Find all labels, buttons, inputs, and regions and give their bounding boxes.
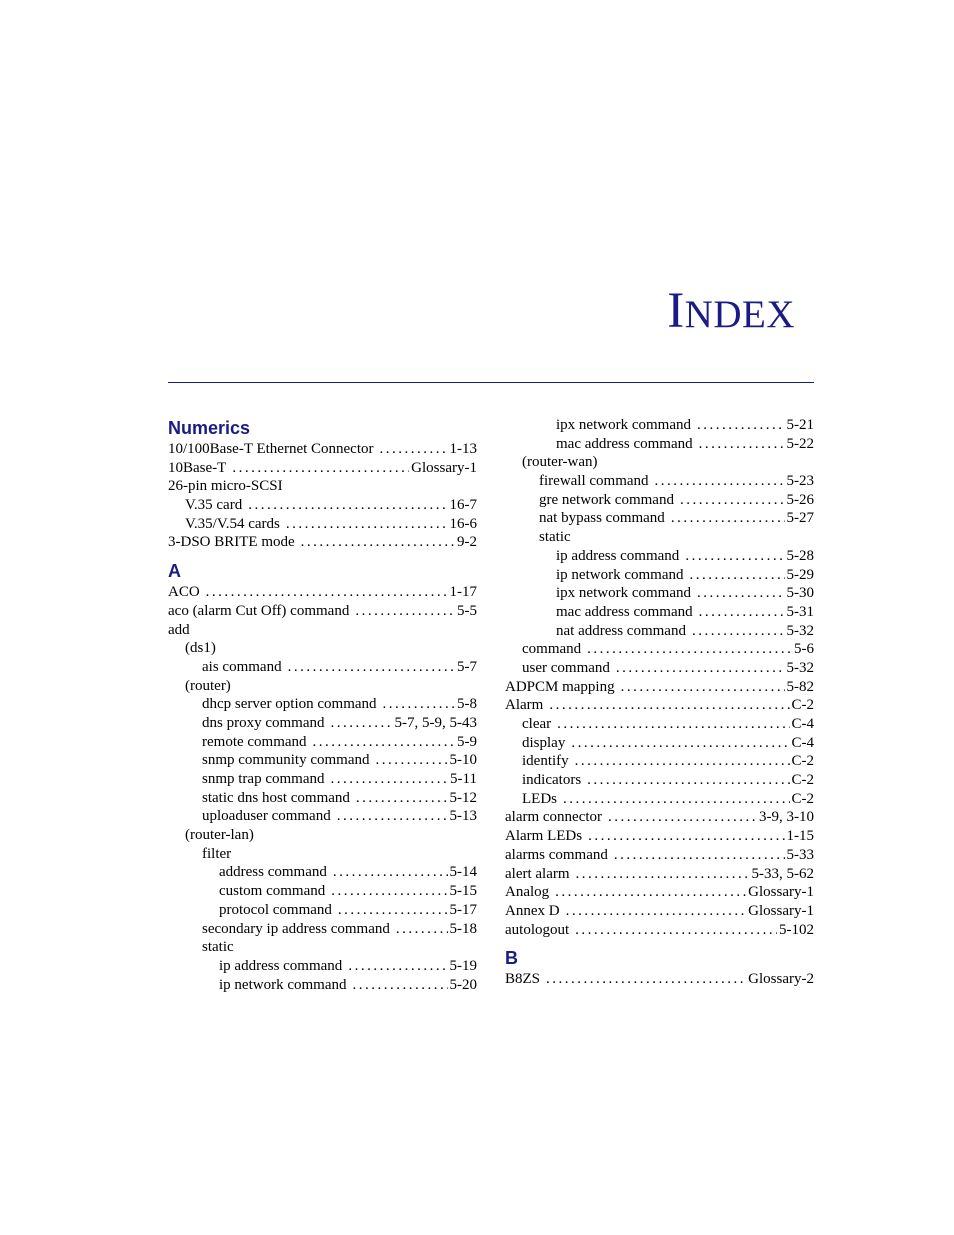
dot-leader [549, 696, 789, 715]
dot-leader [232, 459, 409, 478]
dot-leader [699, 435, 785, 454]
dot-leader [331, 882, 447, 901]
index-term: snmp community command [202, 752, 370, 769]
dot-leader [348, 957, 447, 976]
index-section-heading: Numerics [168, 418, 251, 438]
index-page-ref: 5-8 [457, 696, 477, 713]
dot-leader [697, 584, 785, 603]
index-entry [505, 846, 814, 865]
index-entry [168, 602, 477, 621]
index-entry [505, 659, 814, 678]
index-entry [505, 865, 814, 884]
index-entry [505, 435, 814, 454]
index-term: V.35 card [185, 497, 243, 514]
index-term: ADPCM mapping [505, 678, 615, 695]
index-term: alert alarm [505, 865, 570, 882]
index-entry [168, 807, 477, 826]
index-page-ref: 5-13 [449, 808, 477, 825]
index-term: clear [522, 716, 552, 732]
index-entry [168, 845, 477, 864]
index-term: firewall command [539, 473, 649, 490]
index-entry [168, 515, 477, 534]
index-term: ais command [202, 658, 282, 675]
index-page-ref: 5-7, 5-9, 5-43 [394, 714, 477, 731]
index-entry [505, 808, 814, 827]
title-rule [168, 382, 814, 383]
dot-leader [333, 863, 448, 882]
index-entry [168, 976, 477, 995]
index-term: ip address command [556, 547, 680, 564]
index-term: Alarm LEDs [505, 828, 583, 845]
index-page-ref: C-4 [791, 734, 814, 751]
index-term: command [522, 641, 582, 658]
index-entry [505, 491, 814, 510]
index-term: aco (alarm Cut Off) command [168, 602, 350, 619]
index-term: add [168, 621, 190, 638]
index-entry [168, 920, 477, 939]
index-entry [168, 695, 477, 714]
index-entry [505, 771, 814, 790]
dot-leader [621, 678, 785, 697]
dot-leader [699, 603, 785, 622]
dot-leader [671, 509, 785, 528]
index-entry [505, 883, 814, 902]
index-page-ref: 5-32 [786, 659, 814, 676]
dot-leader [330, 714, 392, 733]
index-entry [505, 715, 814, 734]
index-entry [505, 827, 814, 846]
dot-leader [301, 533, 455, 552]
dot-leader [396, 920, 448, 939]
index-term: filter [202, 845, 232, 862]
index-term: dhcp server option command [202, 696, 377, 713]
index-page-ref: 5-18 [449, 920, 477, 937]
dot-leader [697, 416, 785, 435]
index-page-ref: 1-15 [786, 828, 814, 845]
index-term: 10/100Base-T Ethernet Connector [168, 441, 374, 457]
dot-leader [588, 827, 784, 846]
dot-leader [614, 846, 785, 865]
index-term: uploaduser command [202, 808, 331, 825]
index-term: nat address command [556, 622, 686, 639]
index-entry [505, 528, 814, 547]
index-page-ref: 5-102 [779, 921, 814, 938]
index-term: remote command [202, 733, 307, 750]
index-entry [505, 453, 814, 472]
dot-leader [655, 472, 785, 491]
index-entry [168, 440, 477, 459]
index-page-ref: 5-9 [457, 733, 477, 750]
index-column-right [505, 416, 814, 989]
index-page-ref: 5-20 [449, 976, 477, 993]
dot-leader [352, 976, 447, 995]
dot-leader [571, 734, 789, 753]
dot-leader [685, 547, 784, 566]
dot-leader [680, 491, 785, 510]
index-entry [505, 603, 814, 622]
index-page-ref: 5-33, 5-62 [751, 865, 814, 882]
index-entry [168, 770, 477, 789]
index-entry [505, 752, 814, 771]
index-page-ref: 9-2 [457, 534, 477, 551]
index-column-left [168, 416, 477, 994]
index-entry [168, 677, 477, 696]
index-term: static [539, 529, 571, 546]
index-page-ref: 5-14 [449, 864, 477, 881]
index-term: snmp trap command [202, 771, 325, 787]
index-entry [505, 472, 814, 491]
index-page-ref: C-2 [791, 697, 814, 714]
index-term: Analog [505, 884, 550, 901]
index-page-ref: 5-15 [449, 883, 477, 900]
index-term: static dns host command [202, 789, 350, 806]
dot-leader [383, 695, 455, 714]
dot-leader [330, 770, 448, 789]
index-entry [505, 416, 814, 435]
index-term: nat bypass command [539, 510, 665, 527]
index-page-ref: 5-29 [786, 566, 814, 583]
index-entry [168, 459, 477, 478]
index-page-ref: 5-32 [786, 622, 814, 639]
index-page-ref: 5-10 [449, 752, 477, 769]
index-entry [168, 477, 477, 496]
index-entry [168, 901, 477, 920]
index-entry [168, 714, 477, 733]
index-page-ref: 16-6 [449, 515, 477, 532]
index-term: LEDs [522, 790, 557, 807]
index-entry [505, 622, 814, 641]
index-term: secondary ip address command [202, 920, 390, 937]
index-term: protocol command [219, 901, 332, 918]
index-entry [168, 533, 477, 552]
index-term: address command [219, 864, 327, 881]
index-term: ip network command [219, 976, 347, 993]
index-term: display [522, 734, 566, 751]
index-entry [505, 584, 814, 603]
dot-leader [375, 751, 447, 770]
index-term: indicators [522, 772, 582, 789]
index-term: ip address command [219, 957, 343, 974]
dot-leader [356, 789, 448, 808]
index-page-ref: 5-33 [786, 846, 814, 863]
dot-leader [337, 807, 448, 826]
dot-leader [563, 790, 790, 809]
index-entry [505, 696, 814, 715]
index-entry [168, 882, 477, 901]
index-term: (router-lan) [185, 827, 254, 844]
index-term: autologout [505, 921, 570, 938]
index-entry [168, 789, 477, 808]
index-entry [505, 921, 814, 940]
index-page-ref: Glossary-1 [748, 902, 814, 919]
index-term: 3-DSO BRITE mode [168, 534, 295, 551]
dot-leader [286, 515, 448, 534]
index-term: identify [522, 753, 569, 770]
index-entry [505, 970, 814, 989]
dot-leader [575, 921, 777, 940]
index-term: (ds1) [185, 640, 216, 657]
index-page-ref: 3-9, 3-10 [759, 809, 814, 826]
index-page-ref: 5-7 [457, 658, 477, 675]
index-entry [505, 902, 814, 921]
index-page-ref: 5-11 [450, 771, 477, 787]
index-term: ipx network command [556, 585, 691, 602]
index-term: user command [522, 659, 610, 676]
dot-leader [587, 640, 792, 659]
index-page-ref: 5-31 [786, 603, 814, 620]
dot-leader [692, 622, 785, 641]
index-term: custom command [219, 883, 326, 900]
dot-leader [380, 440, 448, 459]
index-term: mac address command [556, 603, 693, 620]
index-term: static [202, 939, 234, 956]
index-page-ref: 5-17 [449, 901, 477, 918]
index-entry [505, 640, 814, 659]
index-page-ref: 5-19 [449, 957, 477, 974]
index-term: ip network command [556, 566, 684, 583]
index-term: ipx network command [556, 417, 691, 433]
index-page-ref: C-2 [791, 753, 814, 770]
dot-leader [546, 970, 746, 989]
index-entry [505, 734, 814, 753]
index-entry [505, 566, 814, 585]
index-entry [168, 751, 477, 770]
dot-leader [248, 496, 447, 515]
index-section-heading: B [505, 948, 518, 969]
dot-leader [587, 771, 789, 790]
index-term: alarm connector [505, 809, 603, 826]
index-term: ACO [168, 584, 200, 601]
index-term: Annex D [505, 902, 560, 919]
index-entry [168, 496, 477, 515]
dot-leader [616, 659, 785, 678]
dot-leader [557, 715, 789, 734]
dot-leader [555, 883, 746, 902]
index-entry [505, 509, 814, 528]
index-page-ref: 5-5 [457, 602, 477, 619]
index-entry [168, 826, 477, 845]
index-page-ref: 5-23 [786, 473, 814, 490]
index-term: mac address command [556, 435, 693, 452]
index-page-ref: 16-7 [449, 497, 477, 514]
index-page-ref: C-2 [791, 790, 814, 807]
dot-leader [608, 808, 757, 827]
index-page-ref: Glossary-1 [411, 459, 477, 476]
index-page-ref: 1-13 [449, 441, 477, 457]
dot-leader [576, 865, 750, 884]
index-page-ref: C-4 [791, 716, 814, 732]
index-page-ref: 5-21 [786, 417, 814, 433]
index-entry [168, 658, 477, 677]
index-term: (router-wan) [522, 454, 598, 471]
index-page-ref: 5-22 [786, 435, 814, 452]
index-entry [168, 957, 477, 976]
index-page-ref: 1-17 [449, 584, 477, 601]
index-page-ref: 5-82 [786, 678, 814, 695]
index-page-ref: 5-6 [794, 641, 814, 658]
index-entry [168, 863, 477, 882]
dot-leader [566, 902, 747, 921]
index-entry [168, 938, 477, 957]
index-entry [505, 547, 814, 566]
index-entry [505, 790, 814, 809]
index-entry [168, 733, 477, 752]
index-page-ref: 5-12 [449, 789, 477, 806]
index-entry [168, 621, 477, 640]
index-page-ref: 5-26 [786, 491, 814, 508]
dot-leader [338, 901, 448, 920]
dot-leader [206, 583, 448, 602]
index-term: 10Base-T [168, 459, 227, 476]
index-term: dns proxy command [202, 714, 325, 731]
index-term: V.35/V.54 cards [185, 515, 280, 532]
dot-leader [689, 566, 784, 585]
index-entry [168, 639, 477, 658]
index-section-heading: A [168, 561, 181, 582]
index-page-ref: 5-28 [786, 547, 814, 564]
index-page-ref: Glossary-2 [748, 971, 814, 988]
index-term: gre network command [539, 491, 674, 508]
index-entry [168, 583, 477, 602]
dot-leader [288, 658, 455, 677]
index-term: Alarm [505, 697, 544, 714]
page-title: INDEX [667, 283, 795, 339]
index-page-ref: C-2 [791, 772, 814, 789]
dot-leader [575, 752, 790, 771]
dot-leader [313, 733, 455, 752]
index-term: (router) [185, 677, 231, 694]
index-term: 26-pin micro-SCSI [168, 478, 283, 495]
index-page-ref: 5-30 [786, 585, 814, 602]
dot-leader [355, 602, 455, 621]
index-page-ref: Glossary-1 [748, 884, 814, 901]
index-term: B8ZS [505, 971, 541, 988]
index-term: alarms command [505, 846, 608, 863]
index-page-ref: 5-27 [786, 510, 814, 527]
index-entry [505, 678, 814, 697]
